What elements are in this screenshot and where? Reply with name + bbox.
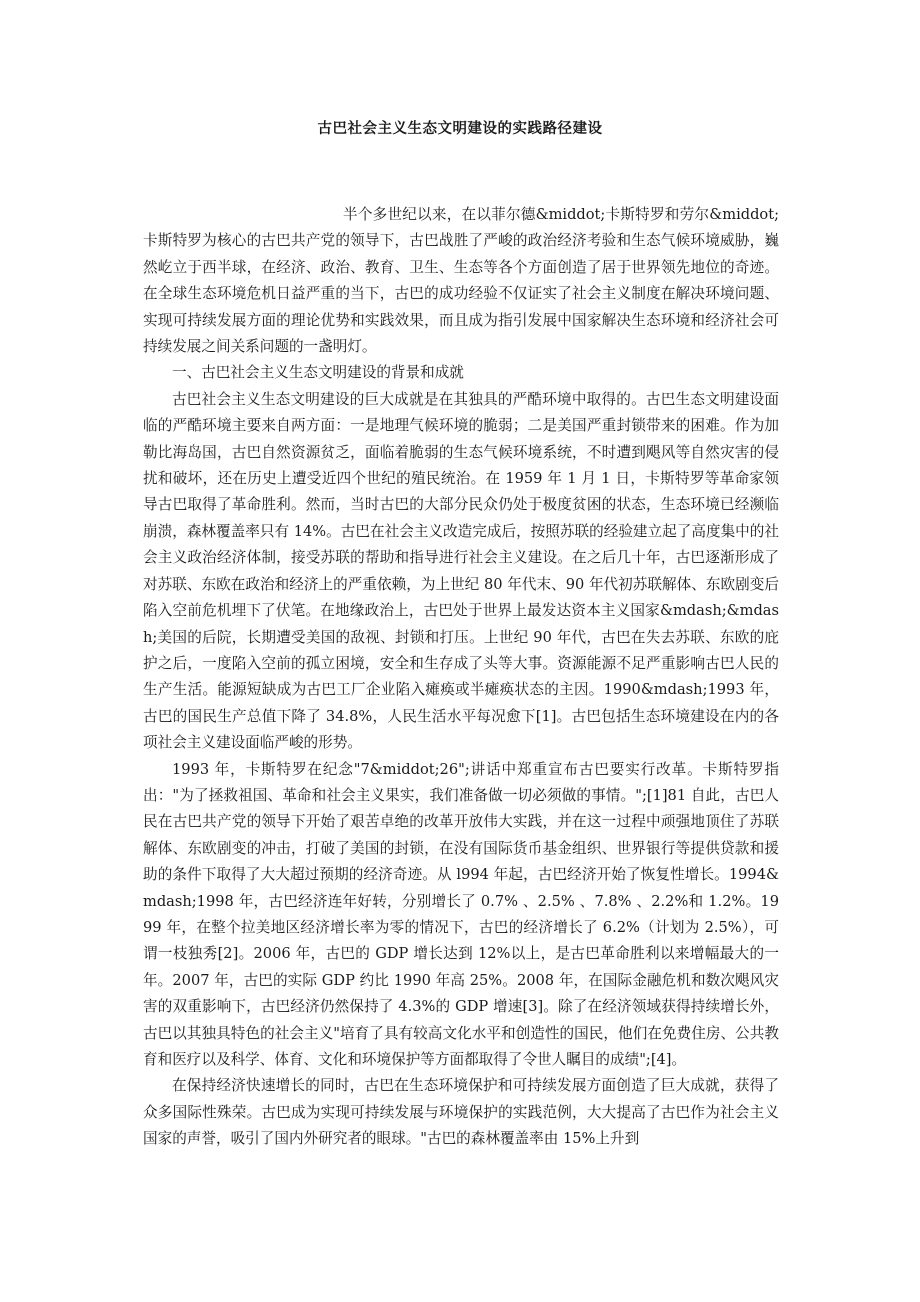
background-paragraph: 古巴社会主义生态文明建设的巨大成就是在其独具的严酷环境中取得的。古巴生态文明建设面临的严酷环境主要来自两方面：一是地理气候环境的脆弱；二是美国严重封锁带来的困难。作为加勒比海岛国，古巴自然资源贫乏，面临着脆弱的生态气候环境系统，不时遭到飓风等自然灾害的侵扰和破坏，还在历史上遭受近四个世纪的殖民统治。在 1959 年 1 月 1 日，卡斯特罗等革命家领导古巴取得了革命胜利。然而，当时古巴的大部分民众仍处于极度贫困的状态，生态环境已经濒临崩溃，森林覆盖率只有 14%。古巴在社会主义改造完成后，按照苏联的经验建立起了高度集中的社会主义政治经济体制，接受苏联的帮助和指导进行社会主义建设。在之后几十年，古巴逐渐形成了对苏联、东欧在政治和经济上的严重依赖，为上世纪 80 年代末、90 年代初苏联解体、东欧剧变后陷入空前危机埋下了伏笔。在地缘政治上，古巴处于世界上最发达资本主义国家&mdash;&mdash;美国的后院，长期遭受美国的敌视、封锁和打压。上世纪 90 年代，古巴在失去苏联、东欧的庇护之后，一度陷入空前的孤立困境，安全和生存成了头等大事。资源能源不足严重影响古巴人民的生产生活。能源短缺成为古巴工厂企业陷入瘫痪或半瘫痪状态的主因。1990&mdash;1993 年，古巴的国民生产总值下降了 34.8%，人民生活水平每况愈下[1]。古巴包括生态环境建设在内的各项社会主义建设面临严峻的形势。 — [143, 390, 779, 752]
reform-paragraph: 1993 年，卡斯特罗在纪念"7&middot;26";讲话中郑重宣布古巴要实行改革。卡斯特罗指出："为了拯救祖国、革命和社会主义果实，我们准备做一切必须做的事情。";[1]81 自此，古巴人民在古巴共产党的领导下开始了艰苦卓绝的改革开放伟大实践，并在这一过程中顽强地顶住了苏联解体、东欧剧变的冲击，打破了美国的封锁，在没有国际货币基金组织、世界银行等提供贷款和援助的条件下取得了大大超过预期的经济奇迹。从 l994 年起，古巴经济开始了恢复性增长。1994&mdash;1998 年，古巴经济连年好转，分别增长了 0.7% 、2.5% 、7.8% 、2.2%和 1.2%。1999 年，在整个拉美地区经济增长率为零的情况下，古巴的经济增长了 6.2%（计划为 2.5%），可谓一枝独秀[2]。2006 年，古巴的 GDP 增长达到 12%以上，是古巴革命胜利以来增幅最大的一年。2007 年，古巴的实际 GDP 约比 1990 年高 25%。2008 年，在国际金融危机和数次飓风灾害的双重影响下，古巴经济仍然保持了 4.3%的 GDP 增速[3]。除了在经济领域获得持续增长外，古巴以其独具特色的社会主义"培育了具有较高文化水平和创造性的国民，他们在免费住房、公共教育和医疗以及科学、体育、文化和环境保护等方面都取得了令世人瞩目的成绩";[4]。 — [143, 760, 779, 1068]
document-body — [143, 202, 779, 1153]
document-title: 古巴社会主义生态文明建设的实践路径建设 — [317, 120, 603, 137]
intro-paragraph: 半个多世纪以来，在以菲尔德&middot;卡斯特罗和劳尔&middot;卡斯特罗为核心的古巴共产党的领导下，古巴战胜了严峻的政治经济考验和生态气候环境威胁，巍然屹立于西半球，在经济、政治、教育、卫生、生态等各个方面创造了居于世界领先地位的奇迹。在全球生态环境危机日益严重的当下，古巴的成功经验不仅证实了社会主义制度在解决环境问题、实现可持续发展方面的理论优势和实践效果，而且成为指引发展中国家解决生态环境和经济社会可持续发展之间关系问题的一盏明灯。 — [143, 206, 779, 356]
section-heading: 一、古巴社会主义生态文明建设的背景和成就 — [172, 364, 464, 382]
achievement-paragraph: 在保持经济快速增长的同时，古巴在生态环境保护和可持续发展方面创造了巨大成就，获得了众多国际性殊荣。古巴成为实现可持续发展与环境保护的实践范例，大大提高了古巴作为社会主义国家的声誉，吸引了国内外研究者的眼球。"古巴的森林覆盖率由 15%上升到 — [143, 1077, 779, 1148]
